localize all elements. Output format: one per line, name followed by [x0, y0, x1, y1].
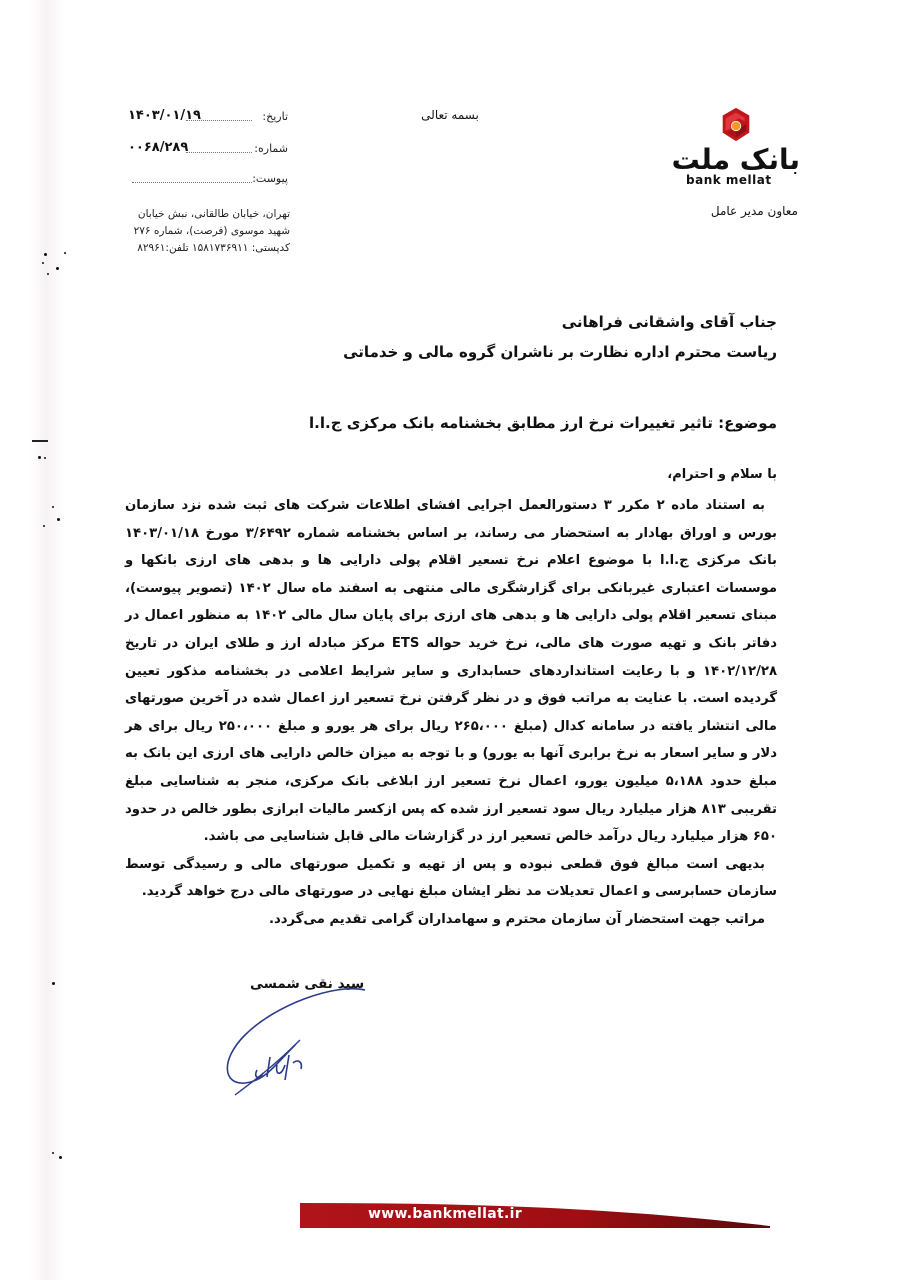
scan-speck [57, 518, 60, 521]
scan-speck [52, 1152, 54, 1154]
address-line: شهید موسوی (فرصت)، شماره ۲۷۶ [133, 225, 290, 237]
recipient-name: جناب آقای واشقانی فراهانی [561, 313, 777, 331]
scan-speck [59, 1156, 62, 1159]
bank-mellat-emblem-icon [717, 105, 755, 145]
attachment-row [128, 172, 288, 190]
number-value: ۰۰۶۸/۲۸۹ [128, 140, 189, 155]
scan-speck [52, 506, 54, 508]
basmala: بسمه تعالی [421, 108, 479, 122]
scan-speck [43, 525, 45, 527]
bank-address [128, 206, 290, 257]
scan-speck [44, 253, 47, 256]
subject-line: موضوع: تاثیر تغییرات نرخ ارز مطابق بخشنامه بانک مرکزی ج.ا.ا [309, 414, 777, 432]
scan-speck [44, 457, 46, 459]
bank-logo [660, 105, 800, 190]
scan-speck [56, 267, 59, 270]
handwritten-signature-icon [215, 985, 375, 1100]
scan-mark [32, 440, 48, 442]
address-line: کدپستی: ۱۵۸۱۷۳۶۹۱۱ تلفن:۸۲۹۶۱ [137, 242, 290, 254]
number-row [128, 142, 288, 160]
body-paragraph: بدیهی است مبالغ فوق قطعی نبوده و پس از تهیه و تکمیل صورتهای مالی و رسیدگی توسط سازمان حسابرسی و اعمال تعدیلات مد نظر ایشان مبلغ نهایی در صورتهای مالی درج خواهد گردید. [125, 856, 777, 900]
signer-name: سید نقی شمسی [250, 976, 365, 992]
body-paragraph: مراتب جهت استحضار آن سازمان محترم و سهامداران گرامی تقدیم می‌گردد. [268, 911, 765, 927]
date-value: ۱۴۰۳/۰۱/۱۹ [128, 108, 201, 123]
department-title: معاون مدیر عامل [710, 204, 798, 218]
address-line: تهران، خیابان طالقانی، نبش خیابان [137, 208, 290, 220]
dotted-line [132, 182, 252, 183]
website-link[interactable]: www.bankmellat.ir [368, 1206, 522, 1222]
scan-speck [38, 456, 41, 459]
recipient-title: ریاست محترم اداره نظارت بر ناشران گروه مالی و خدماتی [343, 343, 777, 361]
date-label: تاریخ: [262, 110, 288, 123]
number-label: شماره: [254, 142, 288, 155]
scan-speck [64, 252, 66, 254]
scan-speck [52, 982, 55, 985]
greeting: با سلام و احترام، [667, 467, 777, 482]
bank-name-persian: بانک ملت [671, 143, 800, 176]
letter-body [125, 492, 777, 934]
scan-speck [42, 262, 44, 264]
attachment-label: پیوست: [252, 172, 288, 185]
scan-edge-shadow [30, 0, 64, 1280]
recipient-block [343, 307, 777, 367]
bank-name-english: bank mellat [686, 173, 772, 187]
body-paragraph: به استناد ماده ۲ مکرر ۳ دستورالعمل اجرایی افشای اطلاعات شرکت های ثبت شده نزد سازمان بورس و اوراق بهادار به استحضار می رساند، بر اساس بخشنامه شماره ۳/۶۴۹۲ مورخ ۱۴۰۳/۰۱/۱۸ بانک مرکزی ج.ا.ا با موضوع اعلام نرخ تسعیر اقلام پولی دارایی ها و بدهی های ارزی بانکها و موسسات اعتباری غیربانکی برای گزارشگری مالی منتهی به اسفند ماه سال ۱۴۰۲ (تصویر پیوست)، مبنای تسعیر اقلام پولی دارایی ها و بدهی های ارزی برای پایان سال مالی ۱۴۰۲ به منظور اعمال در دفاتر بانک و تهیه صورت های مالی، نرخ خرید حواله ETS مرکز مبادله ارز و طلای ایران در تاریخ ۱۴۰۲/۱۲/۲۸ و با رعایت استانداردهای حسابداری و سایر شرایط اعلامی در بخشنامه مذکور تعیین گردیده است. با عنایت به مراتب فوق و در نظر گرفتن نرخ تسعیر ارز اعمال شده در آخرین صورتهای مالی انتشار یافته در سامانه کدال (مبلغ ۲۶۵،۰۰۰ ریال برای هر یورو و مبلغ ۲۵۰،۰۰۰ ریال برای هر دلار و سایر اسعار به نرخ برابری آنها به یورو) و با توجه به میزان خالص دارایی های ارزی این بانک به مبلغ حدود ۵،۱۸۸ میلیون یورو، اعمال نرخ تسعیر ارز ابلاغی بانک مرکزی، منجر به شناسایی مبلغ تقریبی ۸۱۳ هزار میلیارد ریال سود تسعیر ارز شده که پس ازکسر مالیات ابرازی بطور خالص در حدود ۶۵۰ هزار میلیارد ریال درآمد خالص تسعیر ارز در گزارشات مالی قابل شناسایی می باشد. [125, 498, 778, 845]
date-row [128, 110, 288, 128]
dotted-line [186, 152, 252, 153]
scan-speck [47, 273, 49, 275]
